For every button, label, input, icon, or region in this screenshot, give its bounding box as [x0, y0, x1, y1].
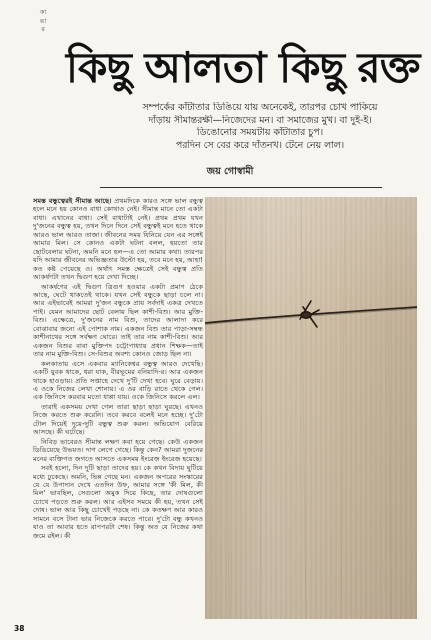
body-paragraph: নিবিড় ভাবেরও সীমান্ত লক্ষণ কবা হয়ে গেছে। কেউ একজন ডিঙিয়েছে উভয়ত। দাগ লেগে গেছে। কিন্তু কেন? আমরা দুজনের মনের ব্যক্তিগত জগতে আসতে একসময় ইংরেজ ইংরেজ হয়েছে।: [33, 437, 203, 463]
body-paragraph: আকর্ষণের এই দ্বিগুণ ত্রিগুণ হওয়ার একটা প্রমাণ ঠেকে আছে, ঘেটে থাকতেই থাকে। যখন সেই বন্ধুকে ছাড়া চলে না। আর এইভাবেই আমরা দু'জন বন্ধুকে প্রায় সর্বদাই একত্র দেখতে পাই। যেমন আমাদের ছোট বেলায় ছিল কাশী-বিশু। আর মুক্তি-বিশু। এক্ষেত্রে, দু'জনের নাম বিশু, তাদের আলাদা করে বোঝাবার জন্যে এই পোশাক নাম। একজন বিশু তার পাড়া-সম্বন্ধ কাশীনাথের সঙ্গে সর্বক্ষণ ঘোরে। তাই তার নাম কাশী-বিশু। আর একজন বিশুর বাবা মুক্তিপদ চট্টোপাধ্যায় প্রধান শিক্ষক—তাই তার নাম মুক্তি-বিশু। সে-বিশুর অবশ্য কোনও জোড় ছিল না।: [33, 282, 203, 359]
deck-line: দাঁড়ায় সীমান্তরক্ষী—নিজেদের মন। বা সমাজের মুখ। বা দুই-ই।: [148, 114, 372, 126]
body-paragraph: সবই হলো, দিন দুটি ছাড়া তাদের হয়। কে কখন বিদায় ঘুটিয়ে মধ্যে ঢুকেছে। অমনি, ভিন্ন গেছে মন। একজন অপরের সংস্কারের যে যে উপাদান দেখে এতদিন উফ, আমার সঙ্গে 'কী মিল, কী মিল' ভাবছিল, সেগুলো অমুক দিয়ে কিছে, তার দোষগুলো চোখে পড়তে শুরু করল। আর এইসব সময়ে কী হয়, তখন সেই দোষ। ভাল আর কিছু চোখেই পড়ছে না। কে কতক্ষণ আর কারও সামনে বসে টানা ভার নিজেকে করতে পারে। দু'টো বন্ধু কখনও যাও তা আবার হতে রাপপরটা শেষ। কিন্তু অত যে নিজের কথা জমে রইল। কী: [33, 464, 203, 540]
section-tag-char: র: [41, 25, 45, 33]
paragraph-text: প্রথমদিকে কারও সঙ্গে ভাল বন্ধুত্ব হলে মনে হয় কোনও বাধা কোথাও নেই। সীমান্ত মানে তো একটা বাধা। এখানের বাধা। সেই বাধাটাই নেই। প্রথম প্রথম যখন দু'জনের বন্ধুত্ব হয়, তখন দিনে দিনে সেই বন্ধুত্বই মনে হতে থাকে আরও ভাল আরও তাজা। জীবনের সময় যিনিয়ে যেন এর সঙ্গেই আমার মিল। সে কোনও একটা ঘটনা বলল, হয়তো তার ছোটবেলার ঘটনা, অমনি মনে হল—এ তো আমার কথা। তারপর যদি আমার জীবনের অভিজ্ঞতার উল্টো হয়, তবে মনে হয়, আহা! কত কষ্ট পেয়েছে ও। অর্থাৎ সমস্ত ক্ষেত্রেই সেই বন্ধুত্ব প্রতি আকর্ষণটা তখন দ্বিগুণ হয়ে দেখা দিচ্ছে।: [33, 197, 203, 282]
body-paragraph: [33, 197, 203, 282]
barbed-wire-graphic: [205, 197, 417, 619]
section-tag-char: ঙা: [39, 16, 47, 25]
article-deck: [90, 102, 430, 152]
deck-line: সম্পর্কের কাঁটাতার ডিঙিয়ে যায় অনেকেই, তারপর চোখ পাকিয়ে: [142, 102, 378, 113]
body-paragraph: তারাই একসময় দেখা গেল তারা ছাড়া ছাড়া ঘুরছে। এখনও নিজে করতে শুরু করেনি। তবে করবে বলেই মনে হচ্ছে। দু'টো টোল দিয়েই দুয়ে-দুটি বন্ধুত্ব শুরু করল। অভিযোগ বেরিয়ে আসছে। কী ঘটেছে।: [33, 402, 203, 437]
deck-line: ডিঙোনোর সময়টায় কাঁটাতার চুপ।: [196, 127, 324, 139]
section-tag: [36, 8, 50, 34]
page-number: 38: [14, 624, 25, 633]
deck-line: পরদিন সে বের করে দাঁতনখ। টেনে নেয় লাল।: [175, 139, 345, 151]
barbed-wire-photo: [205, 197, 417, 619]
article-title: কিছু আলতা কিছু রক্ত: [66, 43, 420, 92]
article-body: [33, 197, 203, 617]
author-byline: জয় গোস্বামী: [206, 166, 254, 177]
section-tag-char: কা: [39, 8, 47, 16]
body-paragraph: কলকাতায় এসে একবার ম্যানিকেশ্বর বন্ধুত্ব আরও দেখেছি। একটি যুবক থাকে, ধরা যাক, বীরভূমের বনিয়াদি-র। আর একজন থাকে হাওড়ায়। প্রতি সপ্তাহে দেখে দু'টি দেখা হবে। ঘুরে বেড়ায়। এ ওকে নিজের লেখা শোনায়। এ ওর বাড়ি রাতে থেকে গেল। এক জিনিসে করবার মতো ধাপ্পা যায়। ওকে জিনিসে করলে এল।: [33, 359, 203, 402]
lead-in: সমস্ত বন্ধুত্বেরই সীমান্ত আছে।: [33, 197, 112, 205]
divider-rule: [100, 187, 382, 188]
